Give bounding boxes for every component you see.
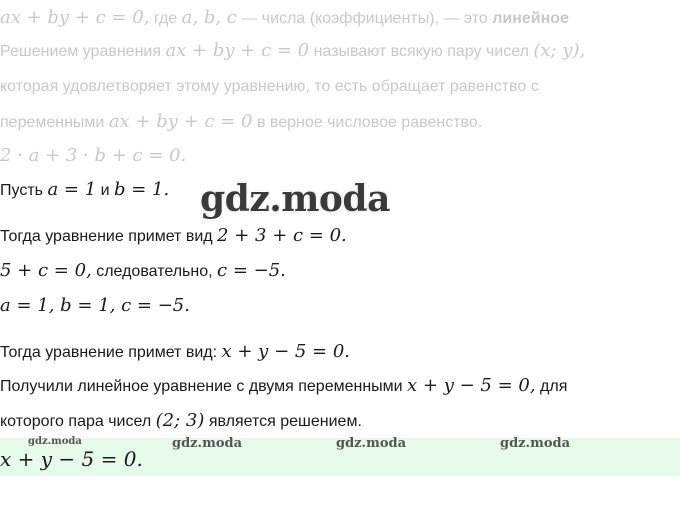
equation-numeric: 2 + 3 + c = 0. bbox=[217, 225, 347, 246]
answer-line bbox=[0, 447, 143, 474]
equation-reduced: 5 + c = 0, bbox=[0, 260, 92, 281]
watermark-small: gdz.moda bbox=[500, 436, 571, 451]
text-fragment: Получили линейное уравнение с двумя переменными bbox=[0, 378, 408, 395]
coefficients: a, b, c bbox=[181, 7, 237, 28]
answer-equation: x + y − 5 = 0. bbox=[0, 447, 143, 471]
coefficient-values: a = 1, b = 1, c = −5. bbox=[0, 295, 190, 316]
text-fragment: — числа (коэффициенты), — это bbox=[236, 10, 493, 27]
value-b: b = 1. bbox=[113, 179, 170, 200]
watermark-small: gdz.moda bbox=[336, 436, 407, 451]
watermark-small: gdz.moda bbox=[172, 436, 243, 451]
intro-line-1 bbox=[0, 6, 569, 31]
value-c: c = −5. bbox=[217, 260, 286, 281]
number-pair: (x; y), bbox=[533, 40, 586, 61]
text-fragment: переменными bbox=[0, 114, 109, 131]
equation-form-line bbox=[0, 224, 347, 249]
watermark-small: gdz.moda bbox=[28, 436, 82, 447]
conclusion-line-2 bbox=[0, 409, 362, 434]
conclusion-line-1 bbox=[0, 374, 567, 399]
text-fragment: и bbox=[96, 182, 114, 199]
text-fragment: называют всякую пару чисел bbox=[309, 43, 534, 60]
intro-line-3 bbox=[0, 75, 539, 99]
solution-pair: (2; 3) bbox=[155, 410, 205, 431]
text-fragment: Тогда уравнение примет вид bbox=[0, 228, 218, 245]
text-fragment: является решением. bbox=[204, 413, 362, 430]
values-line bbox=[0, 294, 190, 319]
text-fragment: следовательно, bbox=[91, 263, 218, 280]
value-a: a = 1 bbox=[47, 179, 97, 200]
equation-final: x + y − 5 = 0. bbox=[221, 341, 351, 362]
solve-line bbox=[0, 259, 286, 284]
equation-general: ax + by + c = 0 bbox=[108, 111, 253, 132]
let-line bbox=[0, 178, 169, 203]
equation-general: ax + by + c = 0, bbox=[0, 7, 150, 28]
intro-line-2 bbox=[0, 39, 585, 64]
text-fragment: для bbox=[535, 378, 568, 395]
text-fragment: в верное числовое равенство. bbox=[252, 114, 483, 131]
substitution-line bbox=[0, 144, 186, 169]
equation-substituted: 2 · a + 3 · b + c = 0. bbox=[0, 145, 187, 166]
text-fragment: которого пара чисел bbox=[0, 413, 156, 430]
text-fragment: Тогда уравнение примет вид: bbox=[0, 344, 222, 361]
equation-general: ax + by + c = 0 bbox=[165, 40, 310, 61]
final-form-line bbox=[0, 340, 350, 365]
text-fragment: которая удовлетворяет этому уравнению, то есть обращает равенство с bbox=[0, 78, 539, 95]
watermark-logo: gdz.moda bbox=[200, 178, 390, 220]
text-fragment: Решением уравнения bbox=[0, 43, 166, 60]
bold-term: линейное bbox=[492, 10, 569, 27]
text-fragment: где bbox=[149, 10, 182, 27]
equation-final: x + y − 5 = 0, bbox=[407, 375, 536, 396]
text-fragment: Пусть bbox=[0, 182, 48, 199]
intro-line-4 bbox=[0, 110, 482, 135]
